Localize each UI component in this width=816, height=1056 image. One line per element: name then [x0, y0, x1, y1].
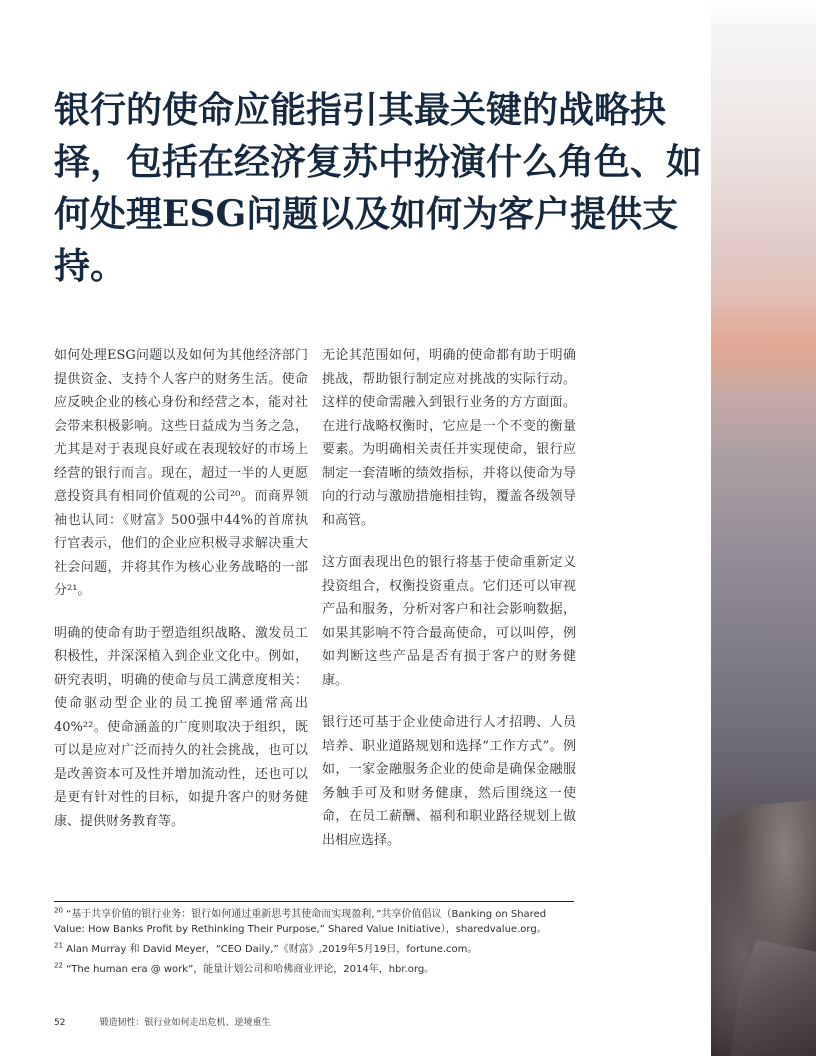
footnote-text: “基于共享价值的银行业务：银行如何通过重新思考其使命而实现盈利，”共享价值倡议（Banking on Shared Value: How Banks Profit by Rethinking Their Purpose,” Shared Value Initiative），sharedvalue.org。 [54, 909, 547, 935]
footnote [54, 962, 574, 977]
footnote-divider [54, 901, 574, 902]
page-number: 52 [54, 1018, 66, 1028]
footnote-number: 20 [54, 906, 63, 915]
decorative-photo-strip [711, 0, 816, 1056]
sunset-haze [711, 300, 816, 390]
footnotes [54, 907, 574, 982]
paragraph: 银行还可基于企业使命进行人才招聘、人员培养、职业道路规划和选择“工作方式”。例如，一家金融服务企业的使命是确保金融服务触手可及和财务健康，然后围绕这一使命，在员工薪酬、福利和职业路径规划上做出相应选择。 [322, 715, 576, 848]
footnote-text: Alan Murray 和 David Meyer，“CEO Daily,”《财富》,2019年5月19日，fortune.com。 [66, 944, 478, 955]
paragraph: 无论其范围如何，明确的使命都有助于明确挑战，帮助银行制定应对挑战的实际行动。这样的使命需融入到银行业务的方方面面。在进行战略权衡时，它应是一个不变的衡量要素。为明确相关责任并实现使命，银行应制定一套清晰的绩效指标，并将以使命为导向的行动与激励措施相挂钩，覆盖各级领导和高管。 [322, 348, 576, 528]
footnote [54, 942, 574, 957]
publication-title: 锻造韧性：银行业如何走出危机、逆境重生 [99, 1018, 271, 1028]
left-column [54, 344, 308, 852]
right-column [322, 344, 576, 871]
footnote-number: 22 [54, 961, 63, 970]
footnote-text: “The human era @ work”，能量计划公司和哈佛商业评论，2014年，hbr.org。 [66, 964, 435, 975]
footnote-number: 21 [54, 941, 63, 950]
footnote [54, 907, 574, 937]
paragraph: 明确的使命有助于塑造组织战略、激发员工积极性，并深深植入到企业文化中。例如，研究表明，明确的使命与员工满意度相关：使命驱动型企业的员工挽留率通常高出40%²²。使命涵盖的广度则取决于组织，既可以是应对广泛而持久的社会挑战，也可以是改善资本可及性并增加流动性，还也可以是更有针对性的目标，如提升客户的财务健康、提供财务教育等。 [54, 625, 308, 829]
paragraph: 如何处理ESG问题以及如何为其他经济部门提供资金、支持个人客户的财务生活。使命应反映企业的核心身份和经营之本，能对社会带来积极影响。这些日益成为当务之急，尤其是对于表现良好或在表现较好的市场上经营的银行而言。现在，超过一半的人更愿意投资具有相同价值观的公司²⁰。而商界领袖也认同：《财富》500强中44%的首席执行官表示，他们的企业应积极寻求解决重大社会问题，并将其作为核心业务战略的一部分²¹。 [54, 348, 308, 598]
headline: 银行的使命应能指引其最关键的战略抉择，包括在经济复苏中扮演什么角色、如何处理ESG问题以及如何为客户提供支持。 [54, 89, 703, 287]
page-footer [54, 1015, 270, 1028]
paragraph: 这方面表现出色的银行将基于使命重新定义投资组合，权衡投资重点。它们还可以审视产品和服务，分析对客户和社会影响数据，如果其影响不符合最高使命，可以叫停，例如判断这些产品是否有损于客户的财务健康。 [322, 555, 576, 688]
